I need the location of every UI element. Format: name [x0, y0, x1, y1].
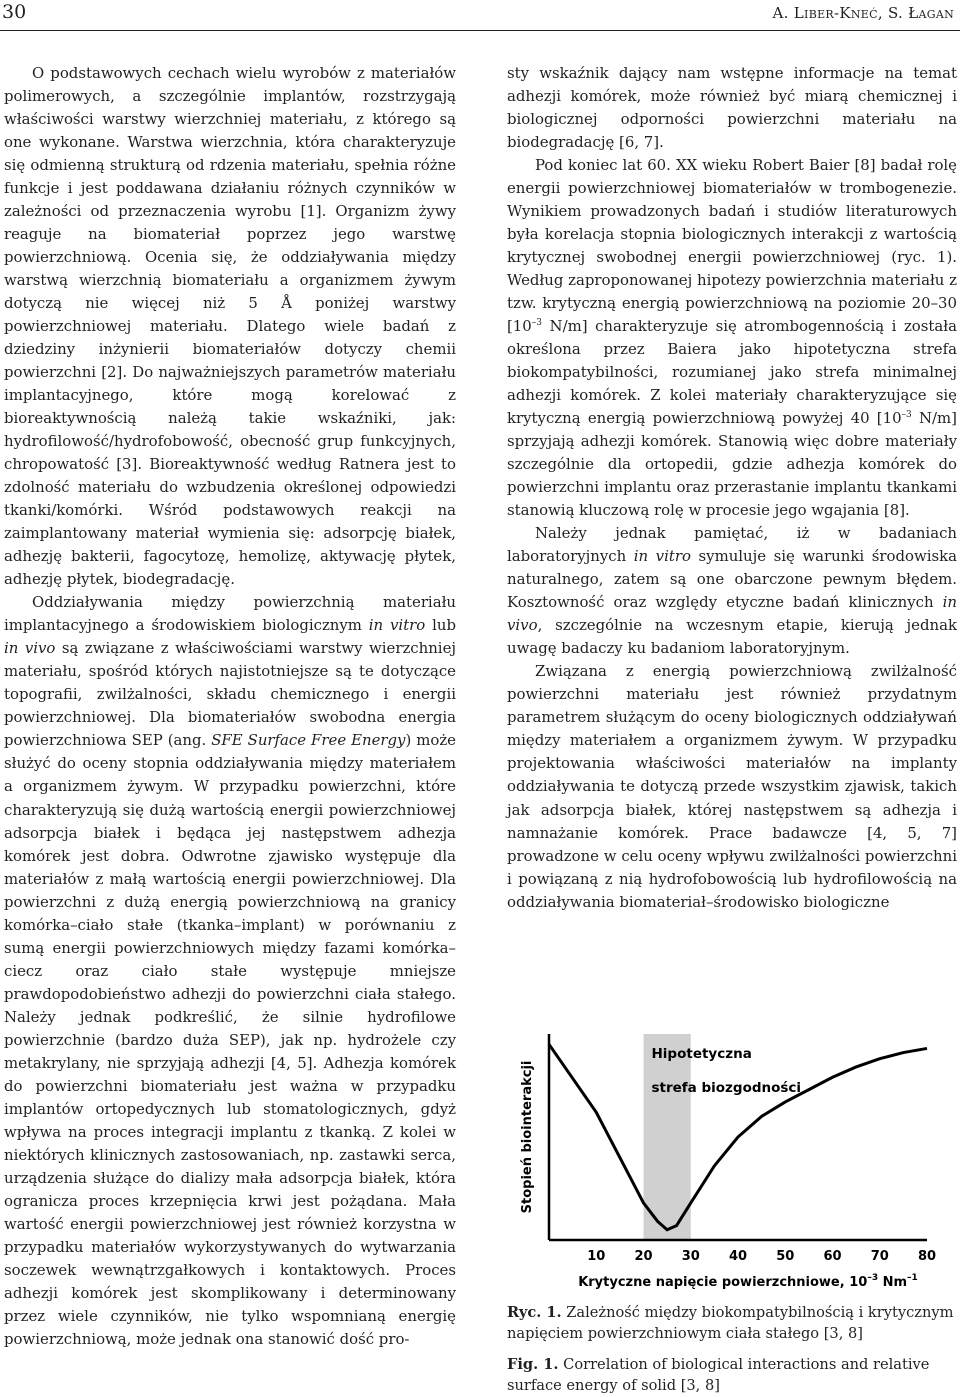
figure-biointeraction-chart: [507, 1028, 957, 1298]
x-tick-label: 10: [587, 1249, 606, 1264]
x-tick-labels: [587, 1249, 936, 1264]
running-head: A. Liber-Kneć, S. Łagan: [772, 4, 954, 22]
chart-zone: [644, 1034, 691, 1240]
chart-svg: [507, 1028, 957, 1298]
x-tick-label: 30: [681, 1249, 700, 1264]
x-tick-label: 40: [728, 1249, 748, 1264]
header-rule: [0, 30, 960, 31]
x-tick-label: 60: [823, 1249, 842, 1264]
page-number: 30: [2, 1, 27, 23]
x-tick-label: 20: [634, 1249, 653, 1264]
paragraph-continuation: sty wskaźnik dający nam wstępne informacje na temat adhezji komórek, może również być miarą chemicznej i biologicznej odporności powierzchni materiału na biodegradację [6, 7].: [507, 64, 957, 152]
page-header: [0, 0, 960, 30]
biointeraction-curve: [549, 1044, 927, 1229]
paragraph-interactions: Oddziaływania między powierzchnią materiału implantacyjnego a środowiskiem biologicznym in vitro lub in vivo są związane z właściwościami warstwy wierzchniej materiału, spośród których najistotniejsze są te dotyczące topografii, zwilżalności, składu chemicznego i energii powierzchniowej. Dla biomateriałów swobodna energia powierzchniowa SEP (ang. SFE Surface Free Energy) może służyć do oceny stopnia oddziaływania między materiałem a organizmem żywym. W przypadku powierzchni, które charakteryzują się dużą wartością energii powierzchniowej adsorpcja białek i będąca jej następstwem adhezja komórek jest dobra. Odwrotne zjawisko występuje dla materiałów z małą wartością energii powierzchniowej. Dla powierzchni z dużą energią powierzchniową na granicy komórka–ciało stałe (tkanka–implant) w porównaniu z sumą energii powierzchniowych między fazami komórka–ciecz oraz ciało stałe występuje mniejsze prawdopodobieństwo adhezji do powierzchni ciała stałego. Należy jednak podkreślić, że silnie hydrofilowe powierzchnie (bardzo duża SEP), jak np. hydrożele czy metakrylany, nie sprzyjają adhezji [4, 5]. Adhezja komórek do powierzchni biomateriału jest ważna w przypadku implantów ortopedycznych lub stomatologicznych, gdyż wpływa na proces integracji implantu z tkanką. Z kolei w niektórych klinicznych zastosowaniach, np. zastawki serca, urządzenia służące do dializy mała adsorpcja białek, która ogranicza proces krzepnięcia krwi jest pożądana. Mała wartość energii powierzchniowej jest również korzystna w przypadku materiałów wykorzystywanych do wytwarzania soczewek wewnątrzgałkowych i kontaktowych. Proces adhezji komórek jest skomplikowany i determinowany przez wiele czynników, nie tylko wspomnianą energię powierzchniową, może jednak ona stanowić dość pro-: [4, 593, 457, 1348]
paragraph-laboratory: Należy jednak pamiętać, iż w badaniach laboratoryjnych in vitro symuluje się warunki środowiska naturalnego, zatem są one obarczone pewnym błędem. Kosztowność oraz względy etyczne badań klinicznych in vivo, szczególnie na wczesnym etapie, kierują jednak uwagę badaczy ku badaniom laboratoryjnym.: [507, 524, 957, 658]
zone-annotation-line-1: Hipotetyczna: [651, 1046, 752, 1062]
paragraph-wettability: Związana z energią powierzchniową zwilżalność powierzchni materiału jest również przydatnym parametrem służącym do oceny biologicznych oddziaływań między materiałem a organizmem żywym. W przypadku projektowania właściwości materiałów na implanty oddziaływania te dotyczą przede wszystkim zjawisk, takich jak adsorpcja białek, której następstwem są adhezja i namnażanie komórek. Prace badawcze [4, 5, 7] prowadzone w celu oceny wpływu zwilżalności powierzchni i powiązaną z nią hydrofobowością lub hydrofilowością na oddziaływania biomateriał–środowisko biologiczne: [507, 662, 957, 911]
caption-english: Fig. 1. Correlation of biological interactions and relative surface energy of solid [3, 8]: [507, 1356, 930, 1394]
x-axis-label: Krytyczne napięcie powierzchniowe, $10^{-3}$ $Nm^{-1}$: [578, 1273, 918, 1290]
x-tick-label: 70: [870, 1249, 889, 1264]
y-axis-label: Stopień biointerakcji: [520, 1060, 535, 1214]
paragraph-baier: Pod koniec lat 60. XX wieku Robert Baier [8] badał rolę energii powierzchniowej biomateriałów w trombogenezie. Wynikiem prowadzonych badań i studiów literaturowych była korelacja stopnia biologicznych interakcji z wartością krytycznej swobodnej energii powierzchniowej (ryc. 1). Według zaproponowanej hipotezy powierzchnia materiału z tzw. krytyczną energią powierzchniową na poziomie 20–30 [$10^{-3}$ N/m] charakteryzuje się atrombogennością i została określona przez Baiera jako hipotetyczna strefa biokompatybilności, rozumianej jako strefa minimalnej adhezji komórek. Z kolei materiały charakteryzujące się krytyczną energią powierzchniową powyżej 40 [$10^{-3}$ N/m] sprzyjają adhezji komórek. Stanowią więc dobre materiały szczególnie dla ortopedii, gdzie adhezja komórek do powierzchni implantu oraz przerastanie implantu tkankami stanowią kluczową rolę w procesie jego wgajania [8].: [507, 156, 957, 520]
left-column: [4, 62, 456, 1351]
right-column: [507, 62, 957, 914]
x-tick-label: 80: [917, 1249, 937, 1264]
zone-annotation-line-2: strefa biozgodności: [651, 1080, 802, 1096]
caption-polish: Ryc. 1. Zależność między biokompatybilnością i krytycznym napięciem powierzchniowym ciała stałego [3, 8]: [507, 1304, 954, 1342]
x-tick-label: 50: [776, 1249, 795, 1264]
paragraph-intro: O podstawowych cechach wielu wyrobów z materiałów polimerowych, a szczególnie implantów, rozstrzygają właściwości warstwy wierzchniej materiału, z którego są one wykonane. Warstwa wierzchnia, która charakteryzuje się odmienną strukturą od rdzenia materiału, spełnia różne funkcje i jest poddawana działaniu różnych czynników w zależności od przeznaczenia wyrobu [1]. Organizm żywy reaguje na biomateriał poprzez jego warstwę powierzchniową. Ocenia się, że oddziaływania między warstwą wierzchnią biomateriału a organizmem żywym dotyczą nie więcej niż 5 Å poniżej warstwy powierzchniowej materiału. Dlatego wiele badań z dziedziny inżynierii biomateriałów dotyczy chemii powierzchni [2]. Do najważniejszych parametrów materiału implantacyjnego, które mogą korelować z bioreaktywnością należą takie wskaźniki, jak: hydrofilowość/hydrofobowość, obecność grup funkcyjnych, chropowatość [3]. Bioreaktywność według Ratnera jest to zdolność materiału do wzbudzenia określonej odpowiedzi tkanki/komórki. Wśród podstawowych reakcji na zaimplantowany materiał wymienia się: adsorpcję białek, adhezję bakterii, fagocytozę, hemolizę, aktywację płytek, adhezję płytek, biodegradację.: [4, 64, 456, 589]
